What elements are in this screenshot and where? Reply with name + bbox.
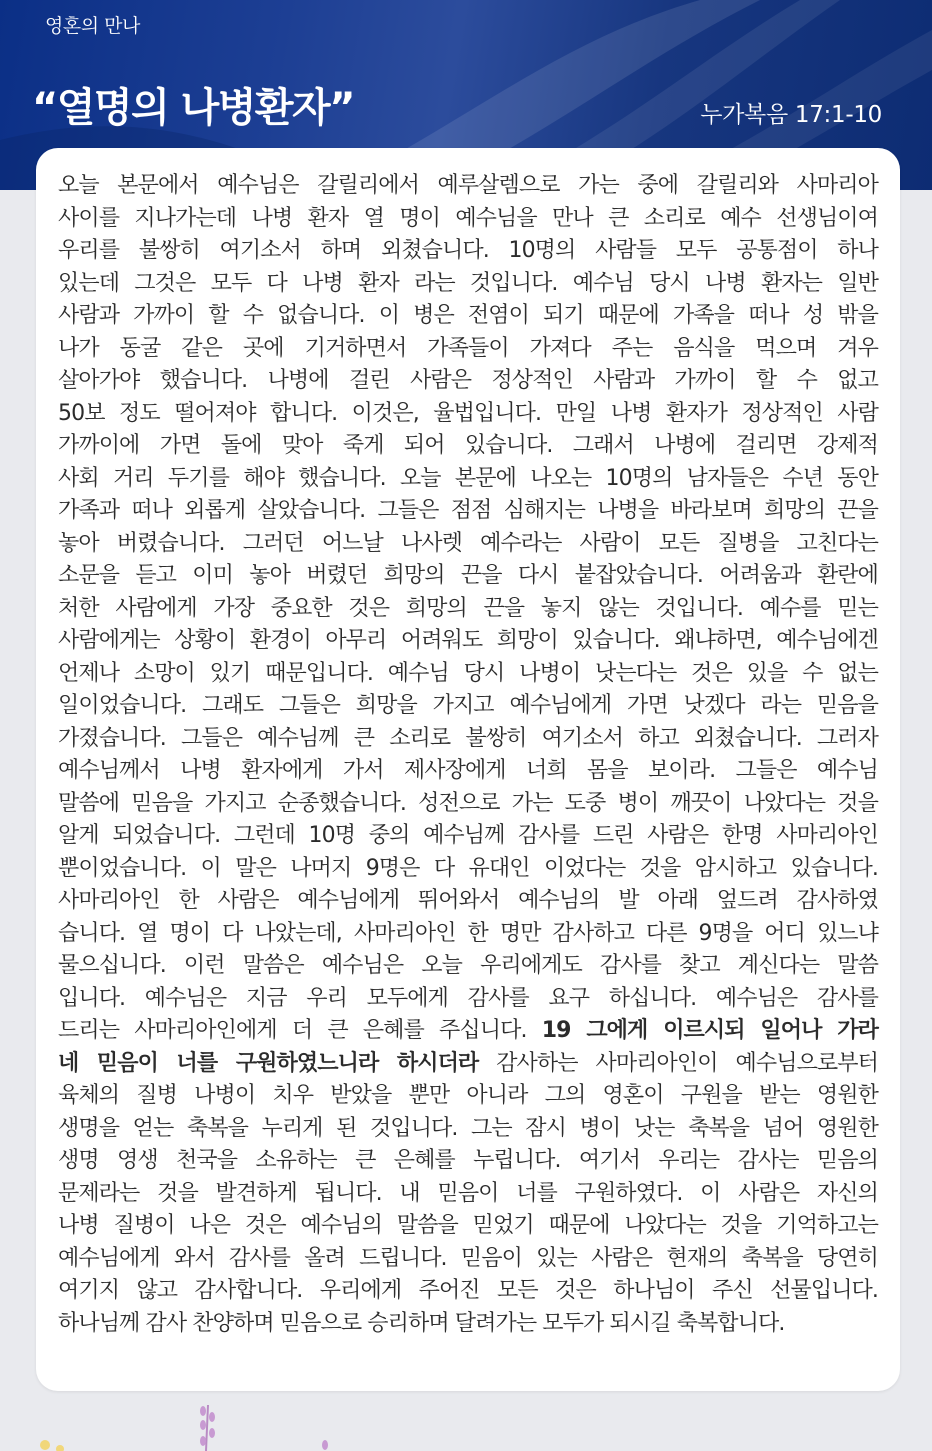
body-text: 드리는 사마리아인에게 더 큰 은혜를 주십니다. (58, 1018, 542, 1043)
body-line (58, 690, 878, 723)
body-text: 살아가야 했습니다. 나병에 걸린 사람은 정상적인 사람과 가까이 할 수 없고 (58, 368, 878, 393)
body-line (58, 755, 878, 788)
body-line (58, 1145, 878, 1178)
body-line (58, 1080, 878, 1113)
body-text: 육체의 질병 나병이 치우 받았을 뿐만 아니라 그의 영혼이 구원을 받는 영원한 (58, 1083, 878, 1108)
body-text: 처한 사람에게 가장 중요한 것은 희망의 끈을 놓지 않는 것입니다. 예수를 믿는 (58, 595, 878, 621)
body-line (58, 203, 878, 236)
body-text: 가졌습니다. 그들은 예수님께 큰 소리로 불쌍히 여기소서 하고 외쳤습니다. 그러자 (58, 725, 878, 751)
body-text: 예수님께서 나병 환자에게 가서 제사장에게 너희 몸을 보이라. 그들은 예수님 (58, 758, 878, 783)
body-text: 소문을 듣고 이미 놓아 버렸던 희망의 끈을 다시 붙잡았습니다. 어려움과 환란에 (58, 563, 878, 588)
body-line (58, 820, 878, 853)
body-line (58, 625, 878, 658)
body-line (58, 853, 878, 886)
body-line (58, 1308, 878, 1341)
body-text: 우리를 불쌍히 여기소서 하며 외쳤습니다. 10명의 사람들 모두 공통점이 하나 (58, 238, 878, 263)
body-line (58, 528, 878, 561)
body-text: 생명 영생 천국을 소유하는 큰 은혜를 누립니다. 여기서 우리는 감사는 믿음의 (58, 1148, 878, 1173)
body-line (58, 885, 878, 918)
body-line (58, 398, 878, 431)
body-text: 가족과 떠나 외롭게 살았습니다. 그들은 점점 심해지는 나병을 바라보며 희망의 끈을 (58, 498, 878, 523)
body-line (58, 658, 878, 691)
sermon-card (36, 148, 900, 1391)
body-text: 가까이에 가면 돌에 맞아 죽게 되어 있습니다. 그래서 나병에 걸리면 강제적 (58, 433, 878, 458)
body-text: 하나님께 감사 찬양하며 믿음으로 승리하며 달려가는 모두가 되시길 축복합니다. (58, 1310, 785, 1336)
body-line (58, 365, 878, 398)
body-line (58, 268, 878, 301)
body-text: 사람과 가까이 할 수 없습니다. 이 병은 전염이 되기 때문에 가족을 떠나 성 밖을 (58, 303, 878, 328)
body-text: 물으십니다. 이런 말씀은 예수님은 오늘 우리에게도 감사를 찾고 계신다는 말씀 (58, 953, 878, 978)
body-line (58, 1275, 878, 1308)
body-line (58, 723, 878, 756)
flower-decoration (0, 1395, 932, 1451)
body-text: 예수님에게 와서 감사를 올려 드립니다. 믿음이 있는 사람은 현재의 축복을 당연히 (58, 1245, 878, 1271)
body-line (58, 1113, 878, 1146)
body-text: 나가 동굴 같은 곳에 기거하면서 가족들이 가져다 주는 음식을 먹으며 겨우 (58, 335, 878, 361)
body-text: 나병 질병이 나은 것은 예수님의 말씀을 믿었기 때문에 나았다는 것을 기억하고는 (58, 1213, 878, 1238)
body-line (58, 463, 878, 496)
body-text: 50보 정도 떨어져야 합니다. 이것은, 율법입니다. 만일 나병 환자가 정상적인 사람 (58, 400, 878, 426)
body-text: 사이를 지나가는데 나병 환자 열 명이 예수님을 만나 큰 소리로 예수 선생님이여 (58, 205, 878, 231)
body-line (58, 950, 878, 983)
sermon-title: “열명의 나병환자” (32, 85, 354, 131)
body-text: 습니다. 열 명이 다 나았는데, 사마리아인 한 명만 감사하고 다른 9명을 어디 있느냐 (58, 920, 878, 946)
section-label: 영혼의 만나 (45, 15, 140, 37)
body-text: 일이었습니다. 그래도 그들은 희망을 가지고 예수님에게 가면 낫겠다 라는 믿음을 (58, 693, 878, 718)
body-text: 여기지 않고 감사합니다. 우리에게 주어진 모든 것은 하나님이 주신 선물입니다. (58, 1278, 878, 1303)
body-text: 사회 거리 두기를 해야 했습니다. 오늘 본문에 나오는 10명의 남자들은 수년 동안 (58, 465, 878, 491)
body-line (58, 1015, 878, 1048)
body-line (58, 788, 878, 821)
body-text: 사마리아인 한 사람은 예수님에게 뛰어와서 예수님의 발 아래 엎드려 감사하였 (58, 888, 878, 913)
scripture-quote: 네 믿음이 너를 구원하였느니라 하시더라 (58, 1050, 479, 1076)
body-line (58, 300, 878, 333)
body-line (58, 1048, 878, 1081)
body-text: 말씀에 믿음을 가지고 순종했습니다. 성전으로 가는 도중 병이 깨끗이 나았다는 것을 (58, 790, 878, 816)
body-line (58, 593, 878, 626)
body-text: 놓아 버렸습니다. 그러던 어느날 나사렛 예수라는 사람이 모든 질병을 고친다는 (58, 530, 878, 556)
body-text: 사람에게는 상황이 환경이 아무리 어려워도 희망이 있습니다. 왜냐하면, 예수님에겐 (58, 628, 878, 653)
scripture-quote: 19 그에게 이르시되 일어나 가라 (541, 1018, 879, 1043)
body-line (58, 1210, 878, 1243)
body-text: 뿐이었습니다. 이 말은 나머지 9명은 다 유대인 이었다는 것을 암시하고 있습니다. (58, 855, 878, 881)
body-line (58, 495, 878, 528)
body-line (58, 235, 878, 268)
body-line (58, 170, 878, 203)
body-line (58, 983, 878, 1016)
body-line (58, 1178, 878, 1211)
body-line (58, 560, 878, 593)
sermon-body (58, 170, 878, 1340)
body-text: 생명을 얻는 축복을 누리게 된 것입니다. 그는 잠시 병이 낫는 축복을 넘어 영원한 (58, 1115, 878, 1141)
body-text: 감사하는 사마리아인이 예수님으로부터 (478, 1050, 878, 1076)
body-text: 언제나 소망이 있기 때문입니다. 예수님 당시 나병이 낫는다는 것은 있을 수 없는 (58, 660, 878, 686)
body-text: 있는데 그것은 모두 다 나병 환자 라는 것입니다. 예수님 당시 나병 환자는 일반 (58, 270, 878, 296)
body-line (58, 333, 878, 366)
body-text: 알게 되었습니다. 그런데 10명 중의 예수님께 감사를 드린 사람은 한명 사마리아인 (58, 823, 878, 848)
body-text: 오늘 본문에서 예수님은 갈릴리에서 예루살렘으로 가는 중에 갈릴리와 사마리아 (58, 173, 878, 198)
body-line (58, 430, 878, 463)
body-line (58, 918, 878, 951)
body-line (58, 1243, 878, 1276)
scripture-reference: 누가복음 17:1-10 (700, 102, 882, 128)
body-text: 입니다. 예수님은 지금 우리 모두에게 감사를 요구 하십니다. 예수님은 감사를 (58, 985, 878, 1011)
body-text: 문제라는 것을 발견하게 됩니다. 내 믿음이 너를 구원하였다. 이 사람은 자신의 (58, 1180, 878, 1206)
